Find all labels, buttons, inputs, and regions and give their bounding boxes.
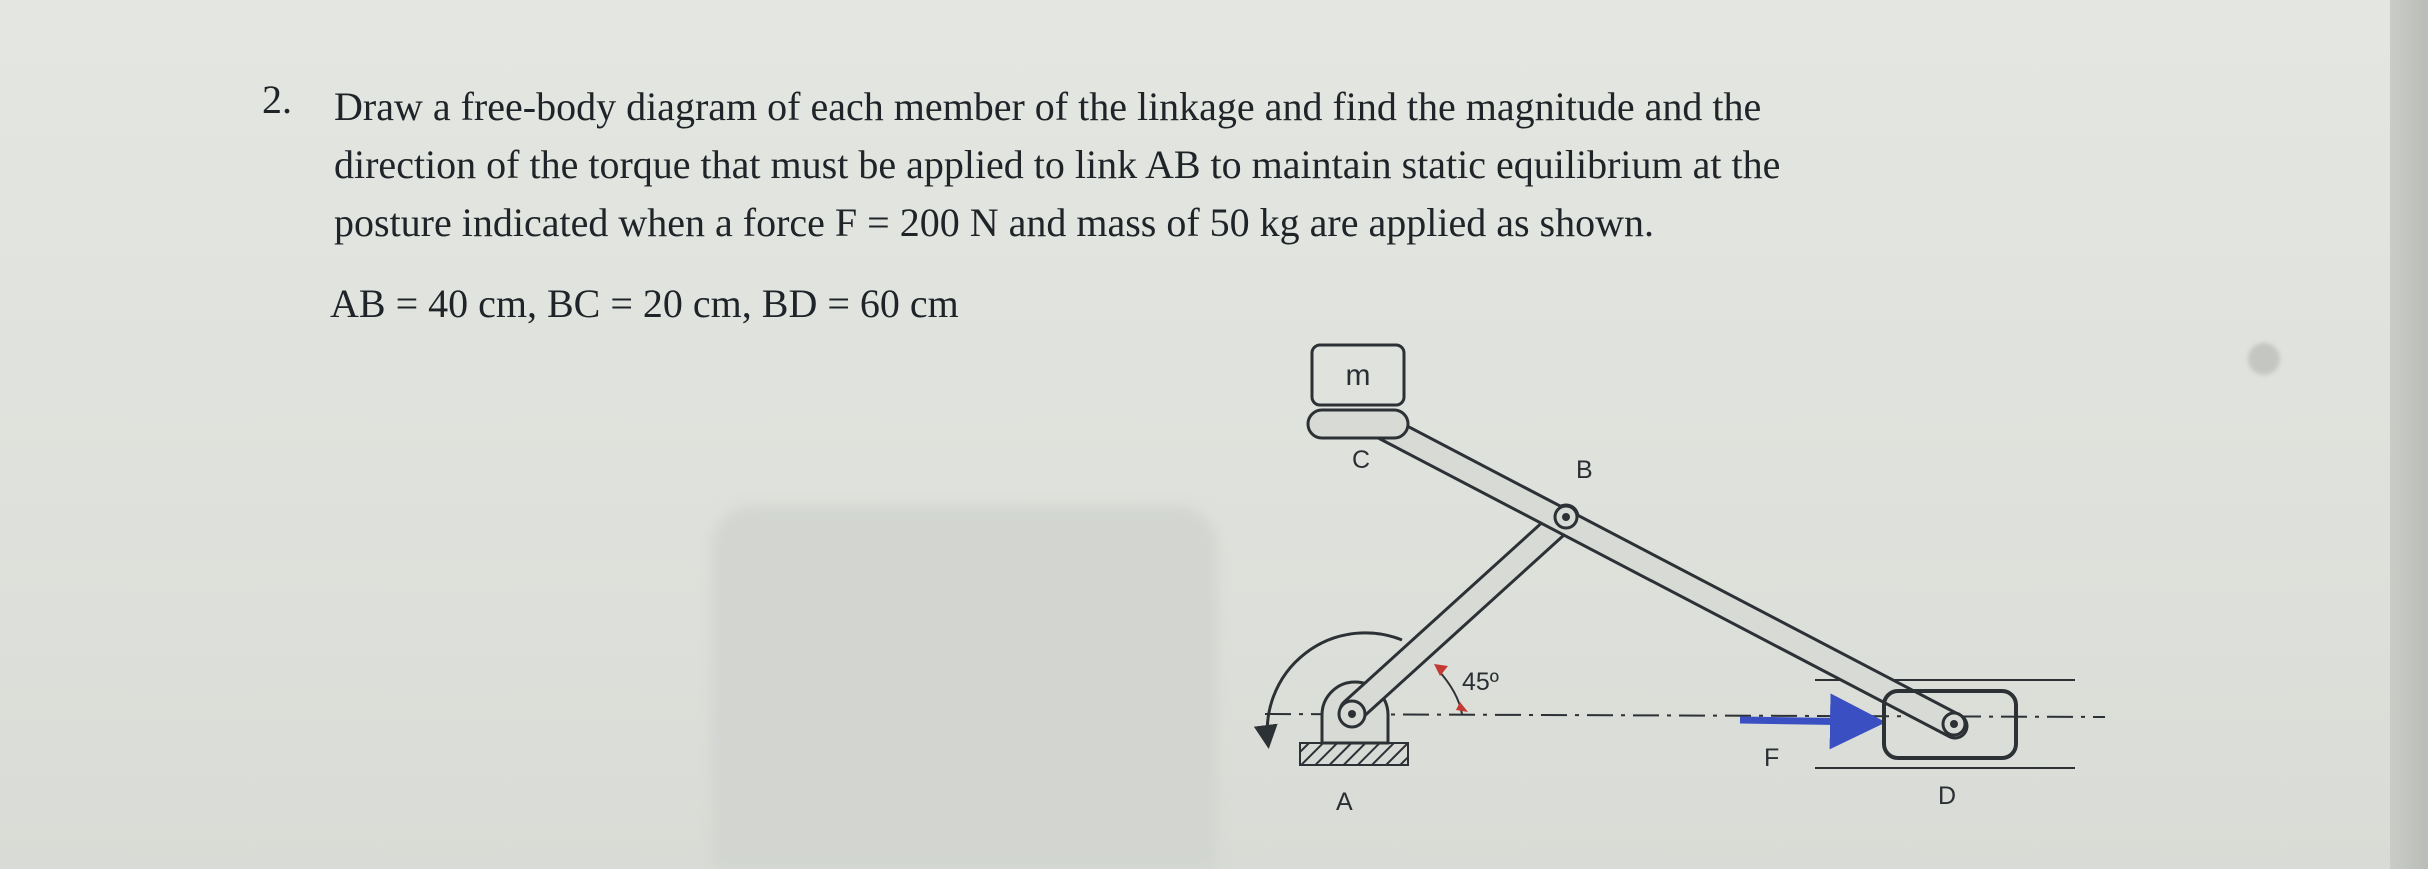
- given-dimensions: AB = 40 cm, BC = 20 cm, BD = 60 cm: [330, 281, 959, 326]
- problem-line-1: Draw a free-body diagram of each member of the linkage and find the magnitude and the: [334, 84, 1762, 129]
- ground-support: [1300, 743, 1408, 765]
- point-label-C: C: [1352, 446, 1371, 474]
- problem-line-2: direction of the torque that must be applied to link AB to maintain static equilibrium at the: [334, 142, 1781, 187]
- point-label-A: A: [1336, 788, 1353, 816]
- problem-number: 2.: [262, 77, 292, 122]
- mass-label: m: [1345, 359, 1371, 392]
- force-label: F: [1764, 744, 1780, 772]
- platform-C: [1308, 410, 1408, 438]
- point-label-D: D: [1938, 782, 1957, 810]
- force-arrow: [1740, 720, 1872, 722]
- reference-axis-line: [1265, 714, 2105, 717]
- angle-label: 45º: [1462, 668, 1499, 696]
- point-label-B: B: [1576, 456, 1593, 484]
- problem-line-3: posture indicated when a force F = 200 N and mass of 50 kg are applied as shown.: [334, 200, 1654, 245]
